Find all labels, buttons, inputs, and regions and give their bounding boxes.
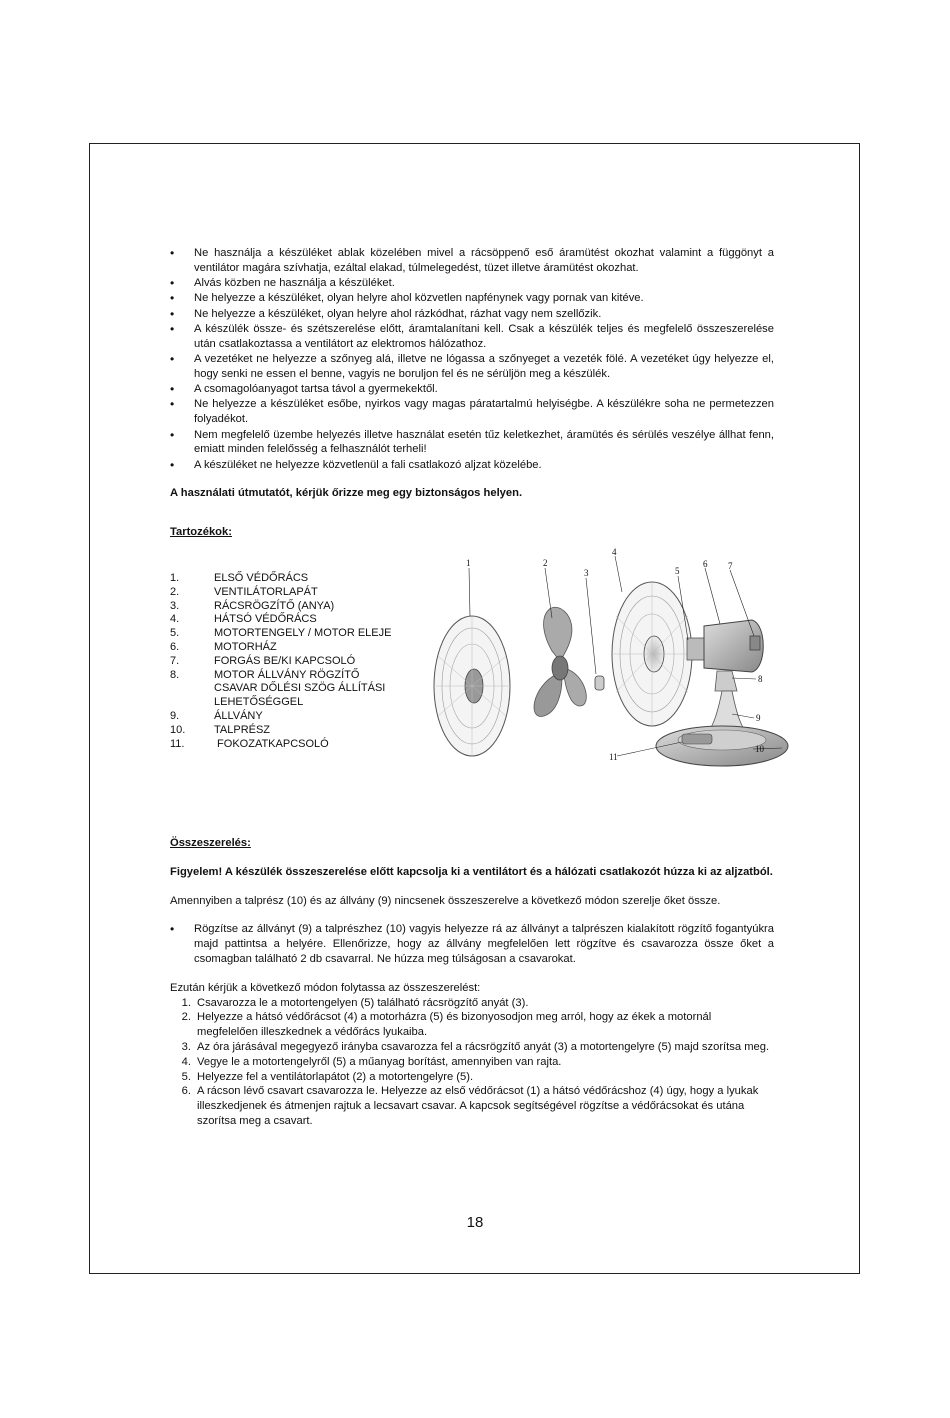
list-item — [170, 655, 414, 669]
part-label: VENTILÁTORLAPÁT — [214, 585, 318, 598]
list-item — [170, 627, 414, 641]
keep-manual-note: A használati útmutatót, kérjük őrizze meg egy biztonságos helyen. — [170, 487, 523, 500]
list-item — [170, 600, 414, 614]
part-number: 2. — [170, 585, 180, 598]
step-number: 1. — [181, 996, 191, 1009]
motor-housing-icon — [687, 620, 763, 672]
callout-6: 6 — [703, 559, 708, 569]
list-item: • A készüléket ne helyezze közvetlenül a fali csatlakozó aljzat közelébe. — [170, 458, 774, 473]
assembly-heading: Összeszerelés: — [170, 837, 251, 849]
callout-7: 7 — [728, 561, 733, 571]
part-label: MOTOR ÁLLVÁNY RÖGZÍTŐ CSAVAR DŐLÉSI SZÖG ÁLLÍTÁSI LEHETŐSÉGGEL — [214, 668, 386, 709]
accessories-heading: Tartozékok: — [170, 526, 232, 539]
list-item — [170, 1010, 774, 1040]
part-label: MOTORHÁZ — [214, 640, 277, 653]
step-number: 2. — [181, 1011, 191, 1024]
callout-10: 10 — [755, 744, 764, 754]
part-label: ELSŐ VÉDŐRÁCS — [214, 572, 309, 584]
part-number: 11. — [170, 737, 185, 750]
list-item: • Ne helyezze a készüléket esőbe, nyirkos vagy magas páratartalmú helyiségbe. A készülékre soha ne permetezzen folyadékot. — [170, 397, 774, 427]
step-number: 6. — [181, 1085, 191, 1098]
part-number: 5. — [170, 627, 180, 640]
part-number: 6. — [170, 640, 180, 653]
list-item — [170, 641, 414, 655]
callout-9: 9 — [756, 713, 761, 723]
part-label: TALPRÉSZ — [214, 723, 271, 736]
part-label: FOKOZATKAPCSOLÓ — [214, 737, 329, 750]
page-number: 18 — [466, 1214, 484, 1231]
list-item: • Nem megfelelő üzembe helyezés illetve használat esetén tűz keletkezhet, áramütés és sérülés veszélye állhat fenn, emiatt minden felelősség a felhasználót terheli! — [170, 428, 774, 458]
callout-11: 11 — [609, 752, 618, 762]
list-item: • Ne helyezze a készüléket, olyan helyre ahol rázkódhat, rázhat vagy nem szellőzik. — [170, 307, 774, 322]
list-item: • Alvás közben ne használja a készüléket. — [170, 276, 774, 291]
list-item — [170, 1040, 774, 1055]
list-item — [170, 738, 414, 752]
assembly-list — [170, 922, 774, 966]
list-item — [170, 1070, 774, 1085]
list-item — [170, 572, 414, 586]
list-item: • Ne helyezze a készüléket, olyan helyre ahol közvetlen napfénynek vagy pornak van kitéve. — [170, 291, 774, 306]
part-number: 9. — [170, 709, 180, 722]
step-number: 4. — [181, 1055, 191, 1068]
list-item — [170, 669, 414, 710]
fan-exploded-diagram — [432, 547, 802, 771]
parts-list — [170, 572, 414, 751]
callout-3: 3 — [584, 568, 589, 578]
part-label: MOTORTENGELY / MOTOR ELEJE — [214, 627, 392, 640]
part-label: HÁTSÓ VÉDŐRÁCS — [214, 613, 317, 626]
rear-grille-icon — [612, 582, 692, 726]
part-label: FORGÁS BE/KI KAPCSOLÓ — [214, 654, 356, 667]
step-text: Helyezze fel a ventilátorlapátot (2) a motortengelyre (5). — [197, 1070, 474, 1083]
steps-intro: Ezután kérjük a következő módon folytassa az összeszerelést: — [170, 981, 481, 994]
part-label: RÁCSRÖGZÍTŐ (ANYA) — [214, 599, 335, 612]
list-item — [170, 996, 774, 1011]
callout-2: 2 — [543, 558, 548, 568]
part-number: 1. — [170, 572, 180, 584]
fan-blade-icon — [534, 607, 586, 716]
grille-nut-icon — [595, 676, 604, 690]
assembly-intro: Amennyiben a talprész (10) és az állvány (9) nincsenek összeszerelve a következő módon szerelje őket össze. — [170, 894, 721, 907]
assembly-section — [170, 836, 774, 1129]
callout-1: 1 — [466, 558, 471, 568]
list-item — [170, 1055, 774, 1070]
part-label: ÁLLVÁNY — [214, 709, 263, 722]
part-number: 8. — [170, 668, 180, 681]
step-number: 3. — [181, 1040, 191, 1053]
parts-section — [170, 547, 860, 792]
step-text: Vegye le a motortengelyről (5) a műanyag borítást, amennyiben van rajta. — [197, 1055, 562, 1068]
step-text: Az óra járásával megegyező irányba csavarozza fel a rácsrögzítő anyát (3) a motortengelyre (5) majd szorítsa meg. — [197, 1040, 770, 1053]
step-text: Helyezze a hátsó védőrácsot (4) a motorházra (5) és bizonyosodjon meg arról, hogy az ékek a motornál megfelelően illeszkednek a védőrács lyukaiba. — [197, 1011, 712, 1039]
list-item: • Ne használja a készüléket ablak közelében mivel a rácsöppenő eső áramütést okozhat valamint a függönyt a ventilátor magára szívhatja, ezáltal elakad, túlmelegedést, tüzet illetve áramütést okozhat. — [170, 246, 774, 276]
part-number: 3. — [170, 599, 180, 612]
list-item: • A csomagolóanyagot tartsa távol a gyermekektől. — [170, 382, 774, 397]
warning-text: Figyelem! A készülék összeszerelése előtt kapcsolja ki a ventilátort és a hálózati csatlakozót húzza ki az aljzatból. — [170, 865, 773, 878]
part-number: 4. — [170, 613, 180, 626]
list-item — [170, 613, 414, 627]
callout-4: 4 — [612, 547, 617, 557]
list-item — [170, 586, 414, 600]
step-text: A rácson lévő csavart csavarozza le. Helyezze az első védőrácsot (1) a hátsó védőrácshoz (4) úgy, hogy a lyukak illeszkedjenek és átmenjen rajtuk a lecsavart csavar. A kapcsok segítségével rögzítse a védőrácsokat és utána szorítsa meg a csavart. — [197, 1085, 759, 1127]
list-item: • Rögzítse az állványt (9) a talprészhez (10) vagyis helyezze rá az állványt a talprészen kialakított rögzítő fogantyúkra majd pattintsa a helyére. Ellenőrizze, hogy az állvány megfelelően lett rögzítve és csavarozza össze őket a csomagban található 2 db csavarral. Ne húzza meg túlságosan a csavarokat. — [170, 922, 774, 966]
list-item — [170, 1084, 774, 1128]
list-item: • A készülék össze- és szétszerelése előtt, áramtalanítani kell. Csak a készülék teljes és megfelelő összeszerelése után csatlakoztassa a ventilátort az elektromos hálózathoz. — [170, 322, 774, 352]
step-number: 5. — [181, 1070, 191, 1083]
part-number: 10. — [170, 723, 186, 736]
front-grille-icon — [434, 616, 510, 756]
callout-5: 5 — [675, 566, 680, 576]
list-item — [170, 710, 414, 724]
step-text: Csavarozza le a motortengelyen (5) található rácsrögzítő anyát (3). — [197, 996, 529, 1009]
callout-8: 8 — [758, 674, 763, 684]
part-number: 7. — [170, 654, 180, 667]
steps-list — [170, 996, 774, 1129]
list-item: • A vezetéket ne helyezze a szőnyeg alá, illetve ne lógassa a szőnyeget a vezeték fölé. A vezetéket úgy helyezze el, hogy senki ne essen el benne, vagyis ne boruljon fel és ne sérüljön meg a készülék. — [170, 352, 774, 382]
safety-list — [170, 246, 774, 472]
safety-section — [170, 246, 774, 540]
list-item — [170, 724, 414, 738]
